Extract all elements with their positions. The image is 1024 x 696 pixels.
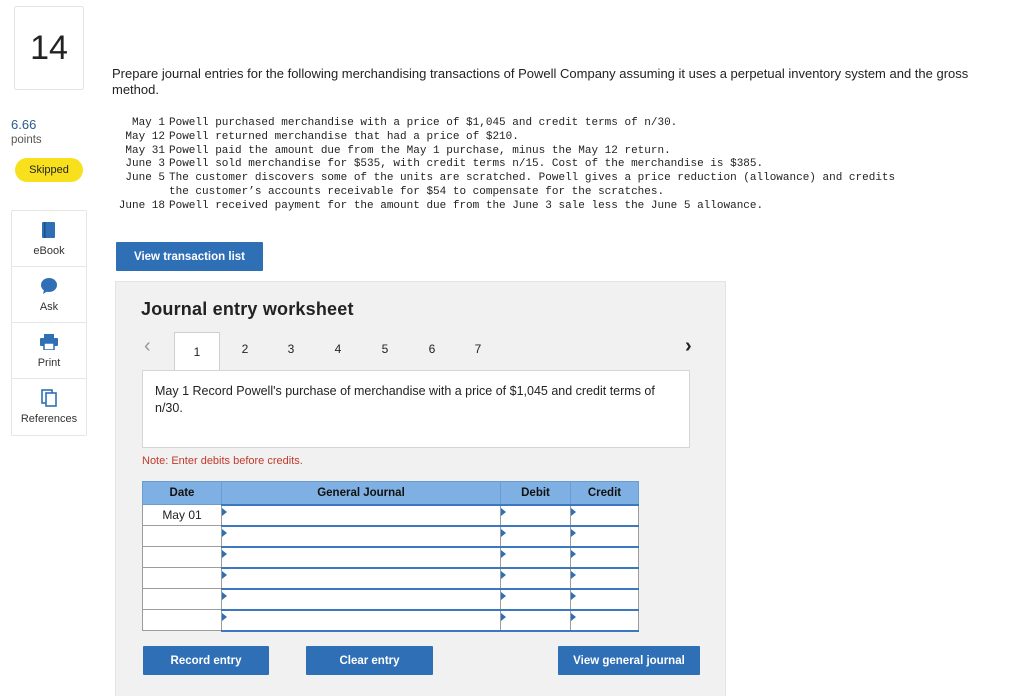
transaction-date [113, 186, 169, 200]
tab-3[interactable]: 3 [287, 342, 295, 356]
printer-icon [40, 333, 58, 351]
debit-input[interactable] [501, 610, 571, 631]
transaction-row [113, 186, 895, 200]
record-entry-button[interactable]: Record entry [143, 646, 269, 675]
date-cell: May 01 [143, 505, 222, 526]
tool-label-ebook: eBook [33, 244, 65, 257]
transaction-row [113, 172, 895, 186]
credit-input[interactable] [571, 547, 639, 568]
credit-input[interactable] [571, 589, 639, 610]
question-prompt: Prepare journal entries for the following merchandising transactions of Powell Company assuming it uses a perpetual inventory system and the gross method. [112, 66, 969, 97]
column-header-general-journal: General Journal [222, 482, 501, 505]
account-select[interactable] [222, 589, 501, 610]
points-value: 6.66 [11, 117, 37, 132]
credit-input[interactable] [571, 505, 639, 526]
ebook-button[interactable] [12, 211, 86, 267]
tools-panel [11, 210, 87, 436]
transaction-text: The customer discovers some of the units are scratched. Powell gives a price reduction (allowance) and credits [169, 172, 896, 185]
transaction-date: June 5 [125, 172, 165, 185]
transaction-date: June 3 [125, 158, 165, 171]
date-cell [143, 547, 222, 568]
account-select[interactable] [222, 526, 501, 547]
view-general-journal-button[interactable]: View general journal [558, 646, 700, 675]
tab-5[interactable]: 5 [381, 342, 389, 356]
table-row [143, 568, 639, 589]
tool-label-references: References [20, 413, 78, 425]
credit-input[interactable] [571, 568, 639, 589]
debit-input[interactable] [501, 589, 571, 610]
documents-icon [41, 389, 57, 407]
references-button[interactable] [12, 379, 86, 435]
chevron-left-icon[interactable]: ‹ [144, 335, 151, 357]
tool-label-print: Print [37, 356, 61, 369]
tab-2[interactable]: 2 [241, 342, 249, 356]
date-cell [143, 526, 222, 547]
points-label: points [11, 134, 42, 146]
credit-input[interactable] [571, 610, 639, 631]
tab-1[interactable]: 1 [174, 332, 220, 370]
ask-button[interactable] [12, 267, 86, 323]
transaction-list [113, 117, 895, 214]
journal-table [142, 481, 639, 632]
column-header-credit: Credit [571, 482, 639, 505]
account-select[interactable] [222, 610, 501, 631]
transaction-row [113, 158, 895, 172]
transaction-text: Powell purchased merchandise with a price of $1,045 and credit terms of n/30. [169, 117, 678, 129]
column-header-date: Date [143, 482, 222, 505]
tab-6[interactable]: 6 [428, 342, 436, 356]
debit-input[interactable] [501, 505, 571, 526]
clear-entry-button[interactable]: Clear entry [306, 646, 433, 675]
account-select[interactable] [222, 547, 501, 568]
debit-input[interactable] [501, 526, 571, 547]
account-select[interactable] [222, 568, 501, 589]
debit-input[interactable] [501, 547, 571, 568]
transaction-text: Powell returned merchandise that had a price of $210. [169, 130, 519, 143]
transaction-text: the customer’s accounts receivable for $54 to compensate for the scratches. [169, 185, 665, 198]
tab-7[interactable]: 7 [474, 342, 482, 356]
transaction-row [113, 117, 895, 131]
table-row [143, 526, 639, 547]
debit-input[interactable] [501, 568, 571, 589]
transaction-date: May 1 [131, 117, 165, 129]
transaction-text: Powell received payment for the amount due from the June 3 sale less the June 5 allowance. [169, 199, 764, 212]
book-icon [41, 221, 57, 239]
transaction-row [113, 131, 895, 145]
transaction-row [113, 200, 895, 214]
view-transaction-list-button[interactable]: View transaction list [116, 242, 263, 271]
transaction-date: June 18 [118, 199, 165, 212]
chevron-right-icon[interactable]: › [685, 335, 692, 357]
table-row [143, 610, 639, 631]
date-cell [143, 568, 222, 589]
table-row [143, 505, 639, 526]
question-number-box [14, 6, 84, 90]
date-cell [143, 589, 222, 610]
transaction-row [113, 145, 895, 159]
table-row [143, 589, 639, 610]
date-cell [143, 610, 222, 631]
status-badge: Skipped [15, 158, 83, 182]
worksheet-pager [142, 332, 702, 362]
debit-credit-note: Note: Enter debits before credits. [142, 455, 303, 467]
transaction-date: May 12 [125, 130, 165, 143]
question-number: 14 [30, 28, 68, 67]
account-select[interactable] [222, 505, 501, 526]
tool-label-ask: Ask [39, 300, 59, 313]
transaction-date: May 31 [125, 144, 165, 157]
entry-description: May 1 Record Powell's purchase of merchandise with a price of $1,045 and credit terms of n/30. [142, 370, 690, 448]
print-button[interactable] [12, 323, 86, 379]
tab-4[interactable]: 4 [334, 342, 342, 356]
credit-input[interactable] [571, 526, 639, 547]
column-header-debit: Debit [501, 482, 571, 505]
table-row [143, 547, 639, 568]
worksheet-title: Journal entry worksheet [141, 299, 354, 319]
chat-bubble-icon [40, 277, 58, 295]
transaction-text: Powell sold merchandise for $535, with credit terms n/15. Cost of the merchandise is $385. [169, 158, 764, 171]
transaction-text: Powell paid the amount due from the May 1 purchase, minus the May 12 return. [169, 144, 671, 157]
